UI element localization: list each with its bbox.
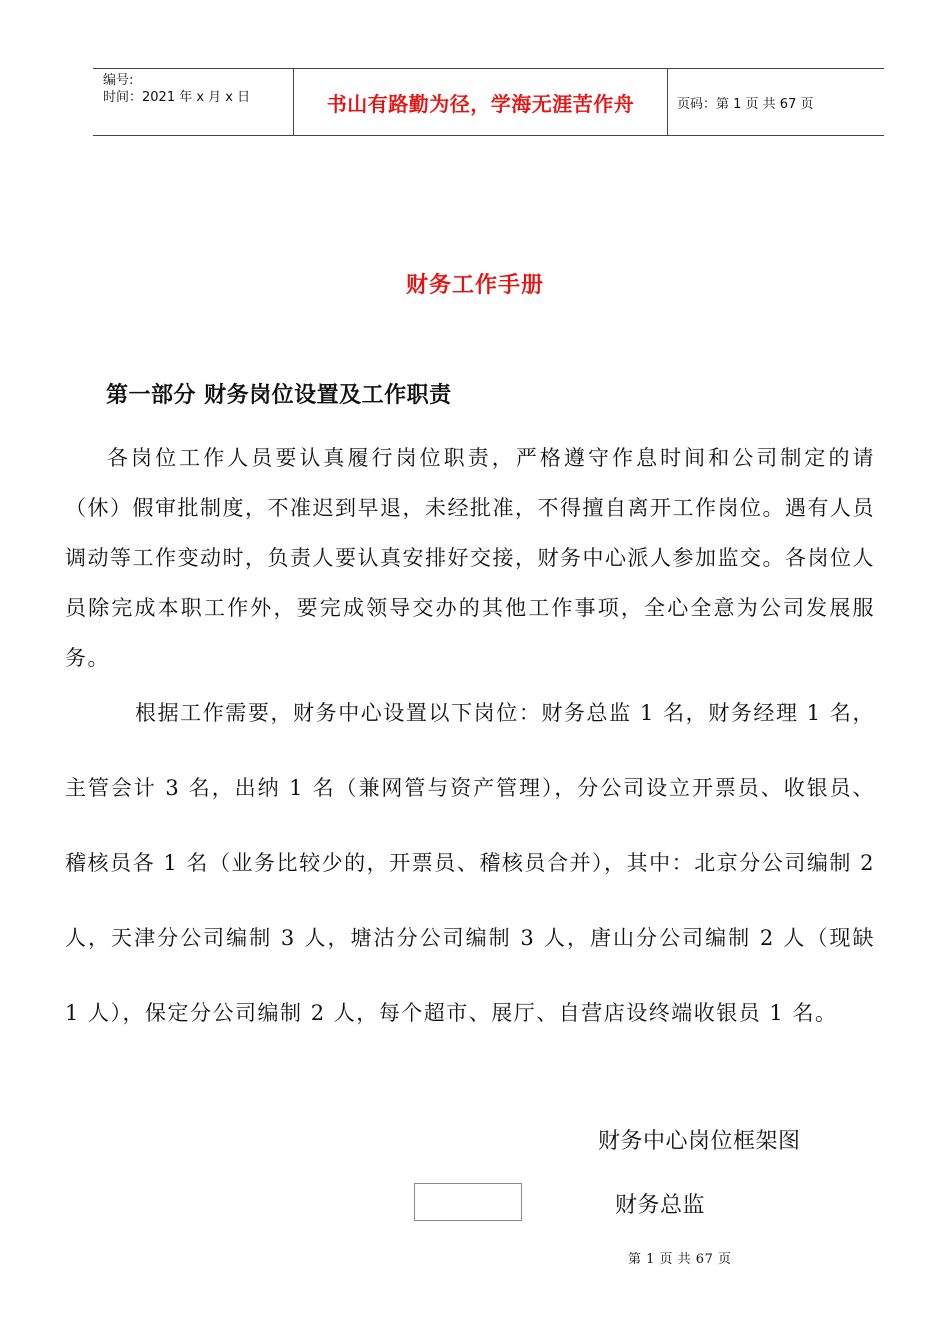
header-motto: 书山有路勤为径，学海无涯苦作舟 [294,69,668,135]
page-footer: 第 1 页 共 67 页 [628,1252,732,1267]
paragraph-duties: 各岗位工作人员要认真履行岗位职责，严格遵守作息时间和公司制定的请（休）假审批制度，不准迟到早退，未经批准，不得擅自离开工作岗位。遇有人员调动等工作变动时，负责人要认真安排好交接，财务中心派人参加监交。各岗位人员除完成本职工作外，要完成领导交办的其他工作事项，全心全意为公司发展服务。 [65,446,875,670]
paragraph-positions: 根据工作需要，财务中心设置以下岗位：财务总监 1 名，财务经理 1 名，主管会计 3 名，出纳 1 名（兼网管与资产管理），分公司设立开票员、收银员、稽核员各 1 名（业务比较少的，开票员、稽核员合并），其中：北京分公司编制 2 人，天津分公司编制 3 人，塘沽分公司编制 3 人，唐山分公司编制 2 人（现缺 1 人），保定分公司编制 2 人，每个超市、展厅、自营店设终端收银员 1 名。 [65,701,875,1025]
diagram-title: 财务中心岗位框架图 [598,1129,801,1154]
header-meta [93,69,294,135]
document-title: 财务工作手册 [405,272,544,298]
section-heading: 第一部分 财务岗位设置及工作职责 [106,382,452,408]
header-page-code: 页码：第 1 页 共 67 页 [677,96,814,112]
page-header [93,68,884,136]
org-chart-top-node: 财务总监 [615,1193,706,1218]
header-time-label: 时间：2021 年 x 月 x 日 [103,90,251,105]
org-chart-box [414,1183,522,1221]
header-number-label: 编号: [103,73,134,88]
